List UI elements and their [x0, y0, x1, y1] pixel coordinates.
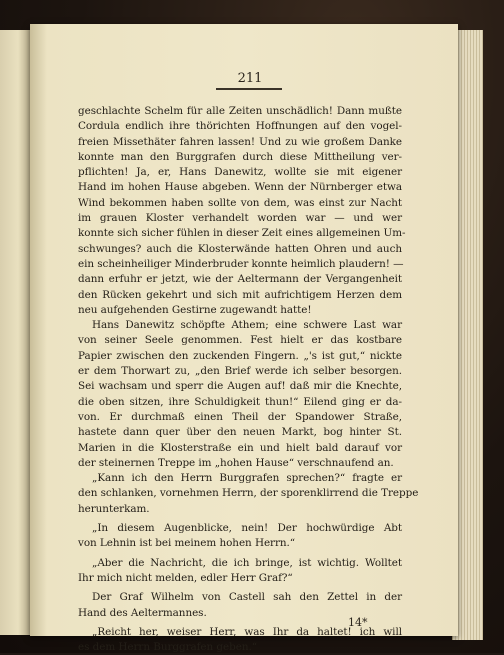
text-line: herunterkam.	[78, 502, 150, 515]
text-line: dann erfuhr er jetzt, wie der Aeltermann der Vergangenheit	[78, 273, 402, 286]
signature-mark: 14*	[348, 616, 368, 629]
text-line: pflichten! Ja, er, Hans Danewitz, wollte sie mit eigener	[78, 166, 402, 179]
header-rule	[216, 88, 282, 90]
text-line: die oben sitzen, ihre Schuldigkeit thun!“ Eilend ging er da-	[78, 395, 402, 408]
text-line: von seiner Seele genommen. Fest hielt er das kostbare	[78, 334, 402, 347]
text-line: konnte man den Burggrafen durch diese Mittheilung ver-	[78, 150, 402, 163]
page-number: 211	[237, 71, 263, 86]
text-line: er dem Thorwart zu, „den Brief werde ich selber besorgen.	[78, 365, 402, 378]
text-line: es dem Herrn Burggrafen geben.“	[78, 641, 257, 654]
text-line: Ihr mich nicht melden, edler Herr Graf?“	[78, 571, 293, 584]
text-line: konnte sich sicher fühlen in dieser Zeit eines allgemeinen Um-	[78, 227, 406, 240]
text-line: „Aber die Nachricht, die ich bringe, ist wichtig. Wolltet	[92, 556, 402, 569]
text-line: Der Graf Wilhelm von Castell sah den Zettel in der	[92, 591, 402, 604]
text-line: Cordula endlich ihre thörichten Hoffnungen auf den vogel-	[78, 120, 402, 133]
text-line: neu aufgehenden Gestirne zugewandt hatte!	[78, 303, 312, 316]
text-line: schwunges? auch die Klosterwände hatten Ohren und auch	[78, 242, 402, 255]
text-line: ein scheinheiliger Minderbruder konnte heimlich plaudern! —	[78, 257, 404, 270]
text-line: Sei wachsam und sperr die Augen auf! daß mir die Knechte,	[78, 380, 402, 393]
text-line: von Lehnin ist bei meinem hohen Herrn.“	[78, 537, 296, 550]
text-line: geschlachte Schelm für alle Zeiten unschädlich! Dann mußte	[78, 105, 402, 117]
text-line: Papier zwischen den zuckenden Fingern. „'s ist gut,“ nickte	[78, 349, 402, 362]
text-line: Hand im hohen Hause abgeben. Wenn der Nürnberger etwa	[78, 181, 402, 194]
text-line: von. Er durchmaß einen Theil der Spandower Straße,	[78, 410, 402, 423]
text-line: den Rücken gekehrt und sich mit aufrichtigem Herzen dem	[78, 288, 402, 301]
text-line: der steinernen Treppe im „hohen Hause“ verschnaufend an.	[78, 456, 394, 469]
text-line: „Reicht her, weiser Herr, was Ihr da haltet! ich will	[92, 625, 402, 638]
text-line: den schlanken, vornehmen Herrn, der sporenklirrend die Treppe	[78, 487, 419, 500]
text-line: „Kann ich den Herrn Burggrafen sprechen?“ fragte er	[92, 472, 402, 485]
text-line: freien Missethäter fahren lassen! Und zu wie großem Danke	[78, 135, 402, 148]
text-line: im grauen Kloster verhandelt worden war — und wer	[78, 212, 402, 225]
text-line: Hans Danewitz schöpfte Athem; eine schwere Last war	[92, 319, 402, 332]
text-line: „In diesem Augenblicke, nein! Der hochwürdige Abt	[92, 522, 402, 535]
left-page-edge	[0, 30, 31, 635]
text-line: Wind bekommen haben sollte von dem, was einst zur Nacht	[78, 196, 402, 209]
text-line: hastete dann quer über den neuen Markt, bog hinter St.	[78, 426, 402, 439]
book-page	[30, 24, 458, 654]
text-line: Marien in die Klosterstraße ein und hielt bald darauf vor	[78, 441, 402, 454]
body-text	[78, 104, 419, 655]
text-line: Hand des Aeltermannes.	[78, 606, 207, 619]
